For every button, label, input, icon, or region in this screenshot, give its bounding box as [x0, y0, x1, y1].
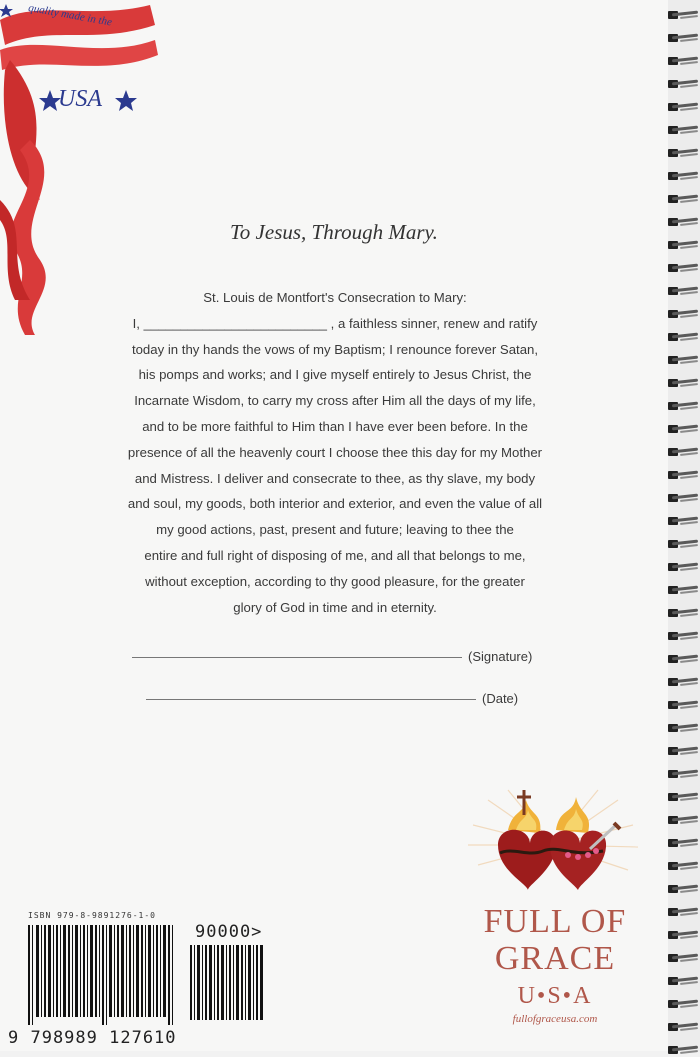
signature-line	[132, 649, 532, 664]
spiral-coil	[666, 1020, 700, 1034]
spiral-coil	[666, 974, 700, 988]
spiral-coil	[666, 721, 700, 735]
spiral-coil	[666, 813, 700, 827]
page-heading: To Jesus, Through Mary.	[230, 220, 438, 244]
spiral-coil	[666, 698, 700, 712]
spiral-coil	[666, 652, 700, 666]
spiral-coil	[666, 100, 700, 114]
spiral-coil	[666, 836, 700, 850]
star-icon	[115, 90, 137, 111]
date-line	[146, 691, 518, 706]
spiral-coil	[666, 353, 700, 367]
spiral-coil	[666, 514, 700, 528]
spiral-coil	[666, 928, 700, 942]
spiral-coil	[666, 445, 700, 459]
consecration-line: his pomps and works; and I give myself entirely to Jesus Christ, the	[138, 367, 532, 383]
spiral-coil	[666, 376, 700, 390]
consecration-line: and soul, my goods, both interior and exterior, and even the value of all	[127, 496, 543, 512]
spiral-coil	[666, 744, 700, 758]
spiral-coil	[666, 8, 700, 22]
brand-line-1: FULL OF	[483, 903, 627, 940]
spiral-coil	[666, 123, 700, 137]
consecration-line: and Mistress. I deliver and consecrate to thee, as thy slave, my body	[134, 470, 536, 486]
spiral-coil	[666, 146, 700, 160]
spiral-coil	[666, 261, 700, 275]
consecration-line: without exception, according to thy good pleasure, for the greater	[145, 573, 525, 589]
isbn-text: ISBN 979-8-9891276-1-0	[28, 911, 156, 920]
date-rule	[146, 699, 476, 700]
brand-line-2: GRACE	[494, 940, 616, 977]
spiral-coil	[666, 215, 700, 229]
spiral-coil	[666, 491, 700, 505]
spiral-coil	[666, 790, 700, 804]
consecration-line: and to be more faithful to Him than I have ever been before. In the	[142, 418, 528, 434]
spiral-coil	[666, 169, 700, 183]
spiral-coil	[666, 905, 700, 919]
spiral-coil	[666, 997, 700, 1011]
date-label: (Date)	[482, 691, 519, 706]
spiral-coil	[666, 629, 700, 643]
spiral-binding	[668, 0, 700, 1051]
spiral-coil	[666, 583, 700, 597]
spiral-coil	[666, 31, 700, 45]
consecration-line: today in thy hands the vows of my Baptism; I renounce forever Satan,	[131, 341, 539, 357]
spiral-coil	[666, 882, 700, 896]
consecration-line: I, _________________________ , a faithless sinner, renew and ratify	[132, 315, 538, 331]
spiral-coil	[666, 606, 700, 620]
signature-rule	[132, 657, 462, 658]
brand-line-3: U•S•A	[517, 983, 593, 1009]
consecration-title: St. Louis de Montfort's Consecration to Mary:	[203, 290, 467, 305]
spiral-coil	[666, 422, 700, 436]
spiral-coil	[666, 307, 700, 321]
barcode-digits: 9 798989 127610	[8, 1028, 177, 1048]
spiral-coil	[666, 859, 700, 873]
spiral-coil	[666, 675, 700, 689]
consecration-line: Incarnate Wisdom, to carry my cross after Him all the days of my life,	[134, 393, 536, 409]
spiral-coil	[666, 767, 700, 781]
brand-wordmark	[480, 905, 630, 1025]
spiral-coil	[666, 77, 700, 91]
spiral-coil	[666, 284, 700, 298]
barcode-price-code: 90000>	[195, 922, 263, 942]
spiral-coil	[666, 1043, 700, 1057]
sacred-hearts-logo	[468, 785, 638, 895]
consecration-line: entire and full right of disposing of me, and all that belongs to me,	[144, 547, 526, 563]
badge-tagline: quality made in the	[27, 2, 113, 29]
spiral-coil	[666, 560, 700, 574]
spiral-coil	[666, 537, 700, 551]
spiral-coil	[666, 468, 700, 482]
spiral-coil	[666, 330, 700, 344]
brand-url: fullofgraceusa.com	[512, 1013, 598, 1025]
spiral-coil	[666, 399, 700, 413]
consecration-line: presence of all the heavenly court I choose thee this day for my Mother	[127, 444, 543, 460]
spiral-coil	[666, 54, 700, 68]
spiral-coil	[666, 192, 700, 206]
consecration-line: my good actions, past, present and future; leaving to thee the	[156, 522, 514, 538]
star-icon	[0, 4, 13, 17]
spiral-coil	[666, 951, 700, 965]
badge-country: USA	[58, 86, 102, 112]
consecration-line: glory of God in time and in eternity.	[233, 599, 437, 615]
signature-label: (Signature)	[468, 649, 533, 664]
consecration-text	[100, 285, 570, 620]
spiral-coil	[666, 238, 700, 252]
